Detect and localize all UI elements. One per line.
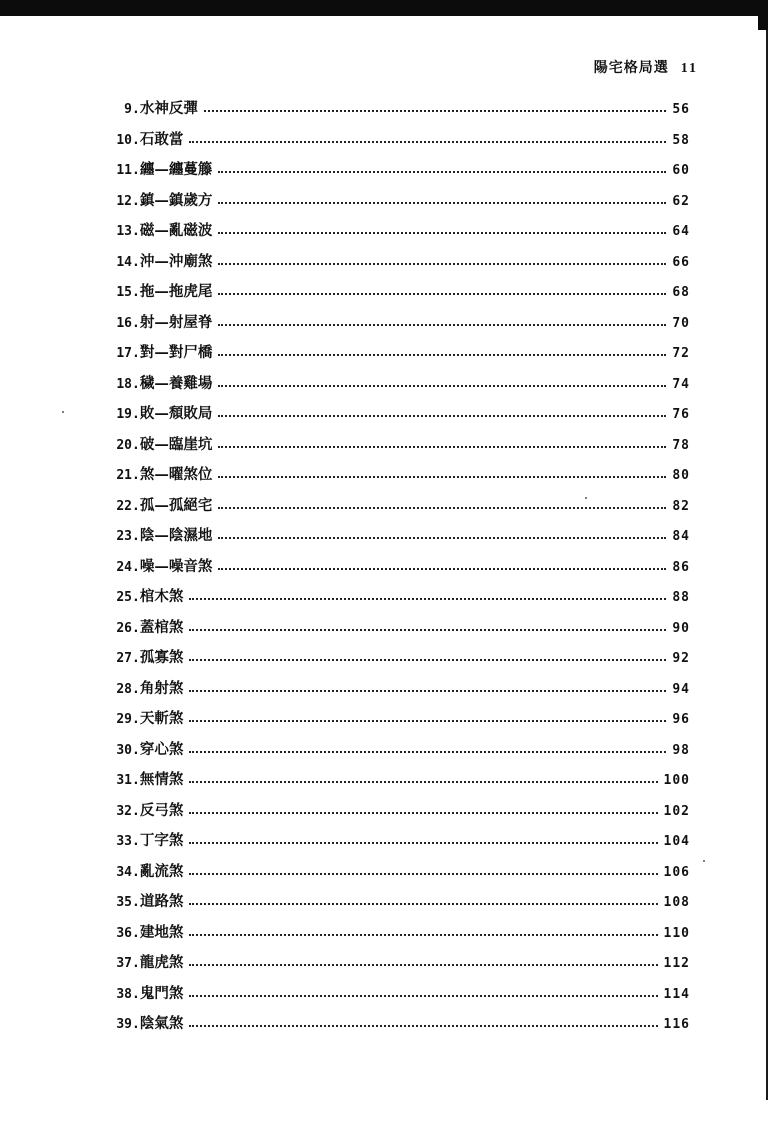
toc-entry-page: 108 — [663, 895, 690, 910]
toc-entry[interactable] — [104, 311, 690, 342]
toc-entry-separator: . — [132, 620, 140, 636]
toc-entry[interactable] — [104, 555, 690, 586]
toc-entry-separator: . — [132, 193, 140, 209]
toc-entry-number: 12 — [116, 193, 132, 209]
toc-dot-leader — [189, 750, 666, 753]
toc-entry[interactable] — [104, 189, 690, 220]
toc-entry-number: 30 — [116, 742, 132, 758]
toc-entry-title: 天斬煞 — [139, 710, 184, 727]
toc-dot-leader — [218, 292, 666, 295]
toc-entry-separator: . — [132, 803, 140, 819]
toc-dot-leader — [218, 475, 666, 478]
toc-entry-number: 26 — [116, 620, 132, 636]
toc-entry-separator: . — [132, 346, 140, 361]
toc-entry-title: 拖—拖虎尾 — [139, 283, 213, 300]
toc-entry-page: 102 — [663, 803, 690, 819]
toc-dot-leader — [189, 933, 657, 936]
toc-entry-page: 106 — [663, 864, 690, 880]
toc-entry-title: 對—對尸橋 — [139, 344, 213, 361]
toc-entry[interactable] — [104, 341, 690, 372]
toc-entry-separator: . — [132, 742, 140, 758]
toc-entry-separator: . — [132, 163, 140, 178]
scan-speck — [585, 497, 587, 499]
toc-entry-number: 18 — [116, 376, 132, 392]
toc-entry[interactable] — [104, 890, 690, 921]
toc-entry-page: 56 — [672, 102, 690, 117]
toc-entry-title: 反弓煞 — [139, 801, 184, 819]
toc-entry[interactable] — [104, 158, 690, 189]
toc-entry-title: 鎮—鎮歲方 — [139, 191, 213, 209]
toc-entry-title: 丁字煞 — [139, 832, 184, 849]
toc-entry-separator: . — [132, 468, 140, 483]
toc-entry-separator: . — [132, 773, 140, 788]
toc-entry-number: 16 — [116, 315, 132, 331]
toc-dot-leader — [218, 567, 666, 570]
toc-entry-page: 116 — [663, 1017, 690, 1032]
toc-entry[interactable] — [104, 524, 690, 555]
toc-entry-number: 33 — [116, 834, 132, 849]
toc-entry-number: 38 — [116, 986, 132, 1002]
toc-entry-separator: . — [132, 132, 140, 148]
toc-entry[interactable] — [104, 250, 690, 281]
toc-entry-page: 114 — [663, 986, 690, 1002]
toc-entry-page: 70 — [672, 315, 690, 331]
toc-entry-title: 鬼門煞 — [139, 984, 184, 1002]
toc-dot-leader — [218, 536, 666, 539]
toc-entry-title: 棺木煞 — [139, 588, 184, 605]
toc-dot-leader — [189, 994, 657, 997]
toc-entry-title: 破—臨崖坑 — [139, 435, 213, 453]
toc-entry-page: 112 — [663, 956, 690, 971]
toc-entry-separator: . — [132, 529, 140, 544]
toc-entry-number: 11 — [116, 163, 132, 178]
toc-entry-title: 纏—纏蔓籐 — [139, 161, 213, 178]
toc-entry[interactable] — [104, 1012, 690, 1043]
toc-entry-title: 無情煞 — [139, 771, 184, 788]
toc-entry[interactable] — [104, 585, 690, 616]
toc-entry[interactable] — [104, 97, 690, 128]
scan-top-right-edge — [758, 16, 768, 30]
toc-entry-page: 94 — [672, 681, 690, 697]
toc-entry-number: 10 — [116, 132, 132, 148]
toc-entry[interactable] — [104, 463, 690, 494]
toc-dot-leader — [204, 109, 667, 112]
toc-entry-separator: . — [132, 559, 140, 575]
toc-dot-leader — [218, 506, 666, 509]
scan-speck — [703, 860, 705, 862]
toc-entry-page: 68 — [672, 285, 690, 300]
toc-entry-title: 建地煞 — [139, 923, 184, 941]
toc-entry-page: 60 — [672, 163, 690, 178]
toc-entry[interactable] — [104, 738, 690, 769]
toc-entry[interactable] — [104, 799, 690, 830]
scan-top-edge — [0, 0, 768, 16]
toc-entry-title: 射—射屋脊 — [139, 313, 213, 331]
toc-entry-separator: . — [132, 986, 140, 1002]
toc-entry-title: 穢—養雞場 — [139, 374, 213, 392]
toc-entry-page: 66 — [672, 254, 690, 270]
toc-dot-leader — [218, 231, 666, 234]
toc-entry-title: 穿心煞 — [139, 740, 184, 758]
toc-entry-page: 90 — [672, 620, 690, 636]
toc-dot-leader — [189, 140, 666, 143]
toc-entry-separator: . — [132, 925, 140, 941]
page-number: 11 — [680, 61, 698, 76]
toc-entry[interactable] — [104, 372, 690, 403]
scan-speck — [62, 411, 64, 413]
toc-dot-leader — [218, 201, 666, 204]
toc-dot-leader — [218, 170, 666, 173]
toc-entry[interactable] — [104, 433, 690, 464]
toc-entry-title: 龍虎煞 — [139, 954, 184, 971]
toc-entry-number: 9 — [124, 102, 132, 117]
toc-entry[interactable] — [104, 982, 690, 1013]
toc-dot-leader — [189, 811, 657, 814]
toc-entry-title: 孤—孤絕宅 — [139, 496, 213, 514]
toc-entry[interactable] — [104, 707, 690, 738]
toc-entry-number: 31 — [116, 773, 132, 788]
toc-entry-number: 39 — [116, 1017, 132, 1032]
toc-entry-separator: . — [132, 376, 140, 392]
toc-entry-number: 25 — [116, 590, 132, 605]
toc-dot-leader — [218, 445, 666, 448]
toc-dot-leader — [189, 963, 657, 966]
toc-entry[interactable] — [104, 494, 690, 525]
toc-entry-page: 86 — [672, 559, 690, 575]
toc-entry-number: 29 — [116, 712, 132, 727]
toc-dot-leader — [189, 902, 657, 905]
toc-entry-page: 110 — [663, 925, 690, 941]
running-header — [594, 57, 698, 77]
toc-entry[interactable] — [104, 860, 690, 891]
book-title: 陽宅格局選 — [593, 60, 669, 76]
toc-entry-number: 34 — [116, 864, 132, 880]
toc-entry-title: 石敢當 — [139, 130, 184, 148]
toc-entry-title: 亂流煞 — [139, 862, 184, 880]
toc-dot-leader — [189, 628, 666, 631]
toc-entry-number: 15 — [116, 285, 132, 300]
toc-entry[interactable] — [104, 402, 690, 433]
toc-entry-number: 17 — [116, 346, 132, 361]
toc-entry-separator: . — [132, 895, 140, 910]
toc-dot-leader — [218, 414, 666, 417]
toc-entry-page: 82 — [672, 498, 690, 514]
toc-dot-leader — [218, 353, 666, 356]
toc-entry-page: 88 — [672, 590, 690, 605]
toc-entry-number: 14 — [116, 254, 132, 270]
toc-entry-page: 98 — [672, 742, 690, 758]
toc-dot-leader — [189, 597, 666, 600]
toc-entry-number: 19 — [116, 407, 132, 422]
toc-entry-separator: . — [132, 651, 140, 666]
toc-entry[interactable] — [104, 829, 690, 860]
toc-entry-title: 敗—頹敗局 — [139, 405, 213, 422]
toc-entry-page: 96 — [672, 712, 690, 727]
toc-entry[interactable] — [104, 768, 690, 799]
toc-entry[interactable] — [104, 951, 690, 982]
toc-entry[interactable] — [104, 219, 690, 250]
toc-dot-leader — [189, 689, 666, 692]
toc-entry-title: 角射煞 — [139, 679, 184, 697]
toc-entry-title: 陰氣煞 — [139, 1015, 184, 1032]
toc-dot-leader — [189, 872, 657, 875]
toc-entry-page: 100 — [663, 773, 690, 788]
toc-entry-number: 24 — [116, 559, 132, 575]
toc-entry-number: 27 — [116, 651, 132, 666]
toc-entry-page: 64 — [672, 224, 690, 239]
toc-entry[interactable] — [104, 677, 690, 708]
toc-entry-page: 104 — [663, 834, 690, 849]
toc-entry-title: 磁—亂磁波 — [139, 222, 213, 239]
toc-entry-number: 21 — [116, 468, 132, 483]
toc-entry[interactable] — [104, 616, 690, 647]
toc-dot-leader — [218, 384, 666, 387]
toc-entry-number: 20 — [116, 437, 132, 453]
toc-entry-title: 煞—曜煞位 — [139, 466, 213, 483]
toc-dot-leader — [189, 658, 666, 661]
toc-entry-separator: . — [132, 102, 140, 117]
toc-dot-leader — [189, 1024, 657, 1027]
toc-entry-separator: . — [132, 437, 140, 453]
toc-entry-separator: . — [132, 407, 140, 422]
toc-entry-page: 80 — [672, 468, 690, 483]
toc-entry-separator: . — [132, 864, 140, 880]
toc-entry-separator: . — [132, 590, 140, 605]
toc-entry-page: 92 — [672, 651, 690, 666]
table-of-contents — [104, 97, 690, 1043]
toc-entry-separator: . — [132, 956, 140, 971]
toc-entry-page: 58 — [672, 132, 690, 148]
toc-entry-separator: . — [132, 254, 140, 270]
toc-dot-leader — [189, 841, 657, 844]
toc-entry-separator: . — [132, 834, 140, 849]
toc-entry[interactable] — [104, 280, 690, 311]
toc-entry-number: 32 — [116, 803, 132, 819]
toc-entry[interactable] — [104, 921, 690, 952]
toc-entry-separator: . — [132, 315, 140, 331]
toc-entry[interactable] — [104, 646, 690, 677]
toc-entry-separator: . — [132, 224, 140, 239]
toc-entry-separator: . — [132, 712, 140, 727]
toc-entry-title: 蓋棺煞 — [139, 618, 184, 636]
toc-entry-title: 孤寡煞 — [139, 649, 184, 666]
toc-entry-separator: . — [132, 498, 140, 514]
toc-entry-separator: . — [132, 1017, 140, 1032]
toc-entry-page: 76 — [672, 407, 690, 422]
toc-entry-title: 水神反彈 — [139, 100, 198, 117]
toc-entry-separator: . — [132, 681, 140, 697]
toc-entry-number: 13 — [116, 224, 132, 239]
toc-dot-leader — [218, 262, 666, 265]
toc-entry-title: 道路煞 — [139, 893, 184, 910]
toc-entry-title: 陰—陰濕地 — [139, 527, 213, 544]
toc-entry-number: 22 — [116, 498, 132, 514]
toc-entry-number: 23 — [116, 529, 132, 544]
toc-entry-title: 沖—沖廟煞 — [139, 252, 213, 270]
toc-entry-number: 35 — [116, 895, 132, 910]
toc-entry-page: 74 — [672, 376, 690, 392]
toc-entry-number: 37 — [116, 956, 132, 971]
toc-dot-leader — [189, 780, 657, 783]
toc-dot-leader — [189, 719, 666, 722]
toc-entry-separator: . — [132, 285, 140, 300]
toc-entry-number: 28 — [116, 681, 132, 697]
toc-entry-page: 62 — [672, 193, 690, 209]
toc-entry-page: 78 — [672, 437, 690, 453]
toc-entry-number: 36 — [116, 925, 132, 941]
toc-entry-page: 84 — [672, 529, 690, 544]
toc-entry-page: 72 — [672, 346, 690, 361]
toc-entry-title: 噪—噪音煞 — [139, 557, 213, 575]
toc-entry[interactable] — [104, 128, 690, 159]
toc-dot-leader — [218, 323, 666, 326]
